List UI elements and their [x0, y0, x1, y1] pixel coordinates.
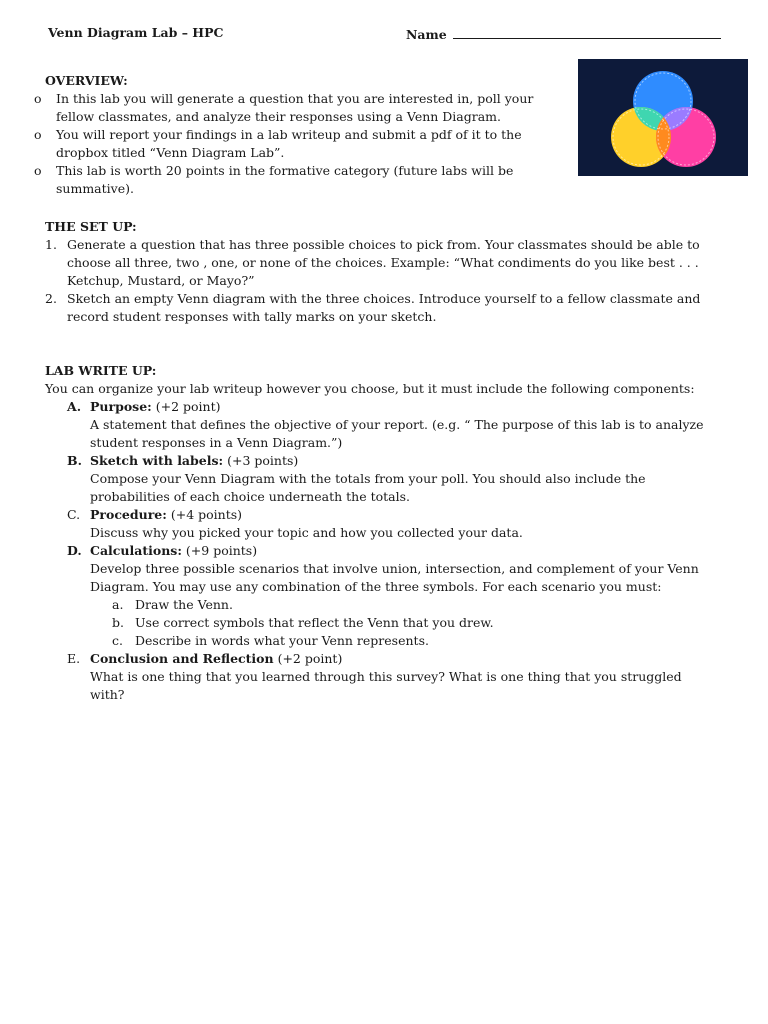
calculations-steps [90, 596, 720, 650]
list-item [45, 236, 722, 290]
component-points: (+2 point) [151, 399, 221, 414]
writeup-intro: You can organize your lab writeup however you choose, but it must include the following components: [45, 381, 695, 396]
overview-item-text: This lab is worth 20 points in the formative category (future labs will be summative). [56, 163, 514, 196]
setup-heading: THE SET UP: [45, 219, 137, 234]
step-text: Describe in words what your Venn represents. [135, 633, 429, 648]
setup-item-text: Sketch an empty Venn diagram with the three choices. Introduce yourself to a fellow classmate and record student responses with tally marks on your sketch. [67, 291, 701, 324]
step-letter: b. [112, 615, 124, 630]
component-description: Compose your Venn Diagram with the totals from your poll. You should also include the probabilities of each choice underneath the totals. [90, 471, 646, 504]
component-letter: A. [67, 399, 82, 414]
step-text: Draw the Venn. [135, 597, 233, 612]
component-conclusion [45, 650, 720, 704]
name-field-label [406, 24, 721, 44]
overview-heading: OVERVIEW: [45, 73, 128, 88]
components-list [45, 398, 720, 704]
component-letter: E. [67, 651, 81, 666]
component-calculations [45, 542, 720, 650]
document-title: Venn Diagram Lab – HPC [48, 25, 224, 40]
component-description: A statement that defines the objective of your report. (e.g. “ The purpose of this lab is to analyze student responses in a Venn Diagram.”) [90, 417, 704, 450]
component-letter: C. [67, 507, 81, 522]
component-points: (+4 points) [166, 507, 243, 522]
step-letter: a. [112, 597, 124, 612]
list-item [45, 290, 722, 326]
writeup-heading: LAB WRITE UP: [45, 363, 157, 378]
overview-item-text: In this lab you will generate a question that you are interested in, poll your fellow classmates, and analyze their responses using a Venn Diagram. [56, 91, 534, 124]
overview-item-text: You will report your findings in a lab writeup and submit a pdf of it to the dropbox titled “Venn Diagram Lab”. [56, 127, 522, 160]
component-title: Purpose: [90, 399, 152, 414]
list-item [34, 162, 556, 198]
component-letter: D. [67, 543, 82, 558]
component-title: Calculations: [90, 543, 182, 558]
list-item [90, 614, 720, 632]
list-item [34, 90, 556, 126]
list-number: 2. [45, 291, 57, 306]
component-description: Discuss why you picked your topic and how you collected your data. [90, 525, 523, 540]
component-purpose [45, 398, 720, 452]
component-sketch [45, 452, 720, 506]
component-title: Conclusion and Reflection [90, 651, 274, 666]
component-letter: B. [67, 453, 82, 468]
component-title: Procedure: [90, 507, 167, 522]
component-points: (+3 points) [223, 453, 299, 468]
name-blank-line [453, 24, 721, 39]
setup-item-text: Generate a question that has three possible choices to pick from. Your classmates should be able to choose all three, two , one, or none of the choices. Example: “What condiments do you like best . . . Ketchup, Mustard, or Mayo?” [67, 237, 700, 288]
list-number: 1. [45, 237, 57, 252]
bullet-marker: o [34, 91, 42, 106]
bullet-marker: o [34, 163, 42, 178]
component-points: (+2 point) [273, 651, 343, 666]
component-description: What is one thing that you learned through this survey? What is one thing that you struggled with? [90, 669, 682, 702]
component-procedure [45, 506, 720, 542]
component-points: (+9 points) [181, 543, 258, 558]
setup-list [45, 236, 722, 326]
writeup-section [45, 362, 725, 704]
bullet-marker: o [34, 127, 42, 142]
venn-diagram-image [578, 59, 748, 176]
name-label: Name [406, 27, 447, 42]
list-item [34, 126, 556, 162]
setup-section [45, 218, 725, 326]
list-item [90, 632, 720, 650]
step-letter: c. [112, 633, 123, 648]
component-description: Develop three possible scenarios that involve union, intersection, and complement of your Venn Diagram. You may use any combination of the three symbols. For each scenario you must: [90, 561, 699, 594]
component-title: Sketch with labels: [90, 453, 224, 468]
overview-list [34, 90, 556, 198]
step-text: Use correct symbols that reflect the Venn that you drew. [135, 615, 494, 630]
overview-section [34, 72, 565, 198]
list-item [90, 596, 720, 614]
